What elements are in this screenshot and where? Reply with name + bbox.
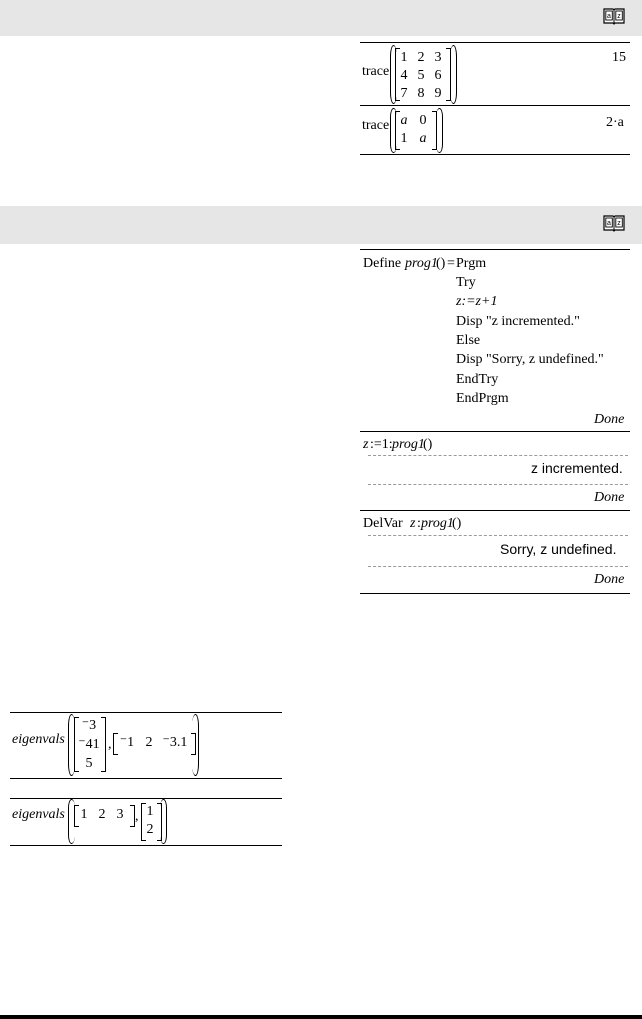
matrix-cell: 6 — [434, 68, 442, 83]
right-paren — [436, 108, 443, 153]
argument-comma: , — [108, 737, 112, 752]
result-value: 15 — [612, 50, 626, 65]
column-cell: ⁻3 — [81, 718, 97, 733]
row-cell: 1 — [80, 807, 88, 822]
define-keyword: Define — [363, 256, 402, 271]
right-paren — [192, 714, 199, 776]
column-cell: 5 — [85, 756, 93, 771]
section-header-bar-trace — [0, 0, 642, 36]
output-divider — [368, 535, 628, 536]
row-cell: ⁻1 — [119, 735, 135, 750]
program-line: Else — [456, 333, 481, 348]
right-paren — [160, 799, 167, 844]
function-name: trace — [362, 118, 390, 133]
program-output: Sorry, z undefined. — [500, 541, 617, 557]
empty-parens: () — [436, 256, 446, 271]
row-cell: 2 — [98, 807, 106, 822]
svg-text:z: z — [617, 220, 621, 228]
function-name: eigenvals — [12, 807, 65, 822]
program-line: EndTry — [456, 372, 499, 387]
example-bottom-rule — [360, 154, 630, 155]
matrix-cell: 8 — [417, 86, 425, 101]
example-top-rule — [10, 798, 282, 799]
program-line: Disp "z incremented." — [456, 314, 580, 329]
function-name: eigenvals — [12, 732, 65, 747]
argument-comma: , — [135, 809, 139, 824]
program-line: EndPrgm — [456, 391, 509, 406]
column-cell: 1 — [146, 804, 154, 819]
matrix-cell: a — [400, 113, 408, 128]
program-line: Try — [456, 275, 476, 290]
example-bottom-rule — [10, 845, 282, 846]
matrix-cell: 0 — [419, 113, 427, 128]
program-name: prog1 — [421, 516, 454, 531]
example-bottom-rule — [10, 778, 282, 779]
row-cell: 3 — [116, 807, 124, 822]
right-paren — [450, 45, 457, 104]
column-cell: 2 — [146, 822, 154, 837]
matrix-cell: 2 — [417, 50, 425, 65]
program-line: Prgm — [456, 256, 487, 271]
column-right-bracket — [101, 717, 106, 772]
program-name: prog1 — [392, 437, 425, 452]
example-top-rule — [10, 712, 282, 713]
svg-text:a: a — [607, 13, 611, 21]
matrix-cell: 1 — [400, 50, 408, 65]
program-line: Disp "Sorry, z undefined." — [456, 352, 604, 367]
result-value: Done — [594, 412, 625, 427]
empty-parens: () — [452, 516, 462, 531]
output-divider — [368, 455, 628, 456]
program-name: prog1 — [405, 256, 438, 271]
variable-name: z — [410, 516, 416, 531]
catalog-book-icon — [602, 6, 626, 26]
example-bottom-rule — [360, 593, 630, 594]
svg-text:z: z — [617, 13, 621, 21]
page-bottom-rule — [0, 1015, 642, 1019]
matrix-cell: a — [419, 131, 427, 146]
row-cell: ⁻3.1 — [162, 735, 188, 750]
example-top-rule — [360, 249, 630, 250]
example-separator — [360, 105, 630, 106]
assignment: :=1: — [370, 437, 393, 452]
matrix-cell: 9 — [434, 86, 442, 101]
result-value: Done — [594, 490, 625, 505]
equals-sign: = — [447, 256, 455, 271]
svg-text:a: a — [607, 220, 611, 228]
delvar-keyword: DelVar — [363, 516, 403, 531]
separator: : — [417, 516, 421, 531]
empty-parens: () — [423, 437, 433, 452]
example-top-rule — [360, 42, 630, 43]
program-line: z:=z+1 — [456, 294, 498, 309]
variable-name: z — [363, 437, 369, 452]
function-name: trace — [362, 64, 390, 79]
result-value: 2·a — [606, 115, 624, 130]
example-separator — [360, 510, 630, 511]
output-divider — [368, 566, 628, 567]
matrix-cell: 7 — [400, 86, 408, 101]
catalog-book-icon — [602, 213, 626, 233]
section-header-bar-try — [0, 206, 642, 244]
matrix-cell: 5 — [417, 68, 425, 83]
matrix-cell: 4 — [400, 68, 408, 83]
column-cell: ⁻41 — [78, 737, 100, 752]
example-separator — [360, 431, 630, 432]
matrix-cell: 3 — [434, 50, 442, 65]
result-value: Done — [594, 572, 625, 587]
row-cell: 2 — [145, 735, 153, 750]
program-output: z incremented. — [531, 460, 623, 476]
matrix-cell: 1 — [400, 131, 408, 146]
output-divider — [368, 484, 628, 485]
